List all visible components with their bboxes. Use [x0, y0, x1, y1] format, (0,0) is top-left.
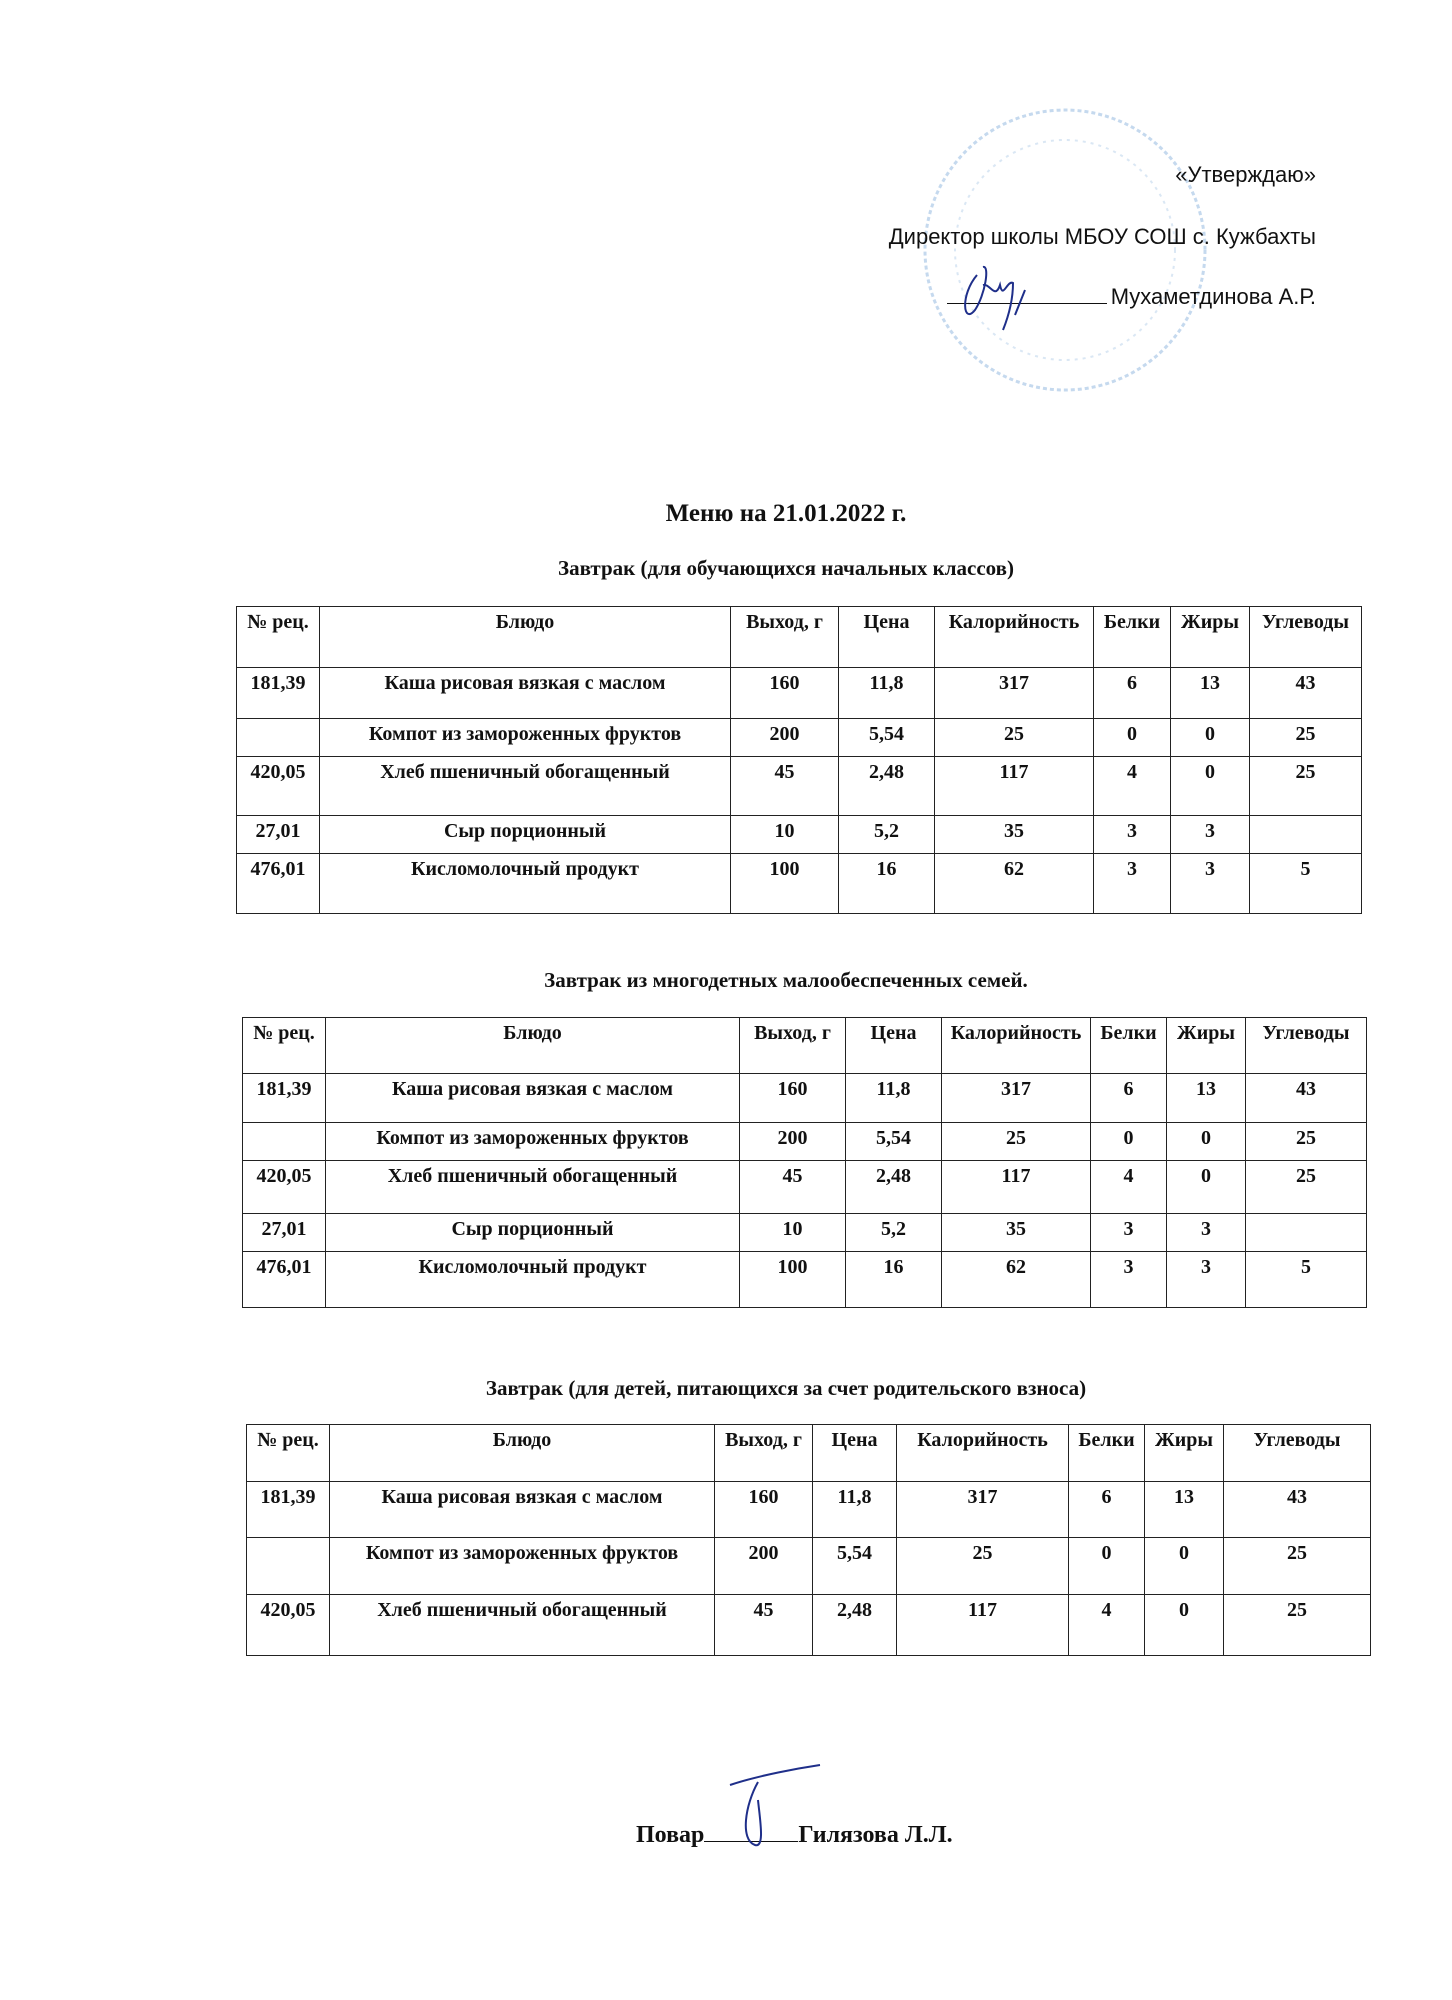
- header-recipe-number: № рец.: [243, 1018, 326, 1074]
- cell-proteins: 4: [1094, 757, 1171, 816]
- cell-yield: 100: [731, 854, 839, 914]
- cell-recipe-number: 476,01: [237, 854, 320, 914]
- header-carbohydrates: Углеводы: [1250, 607, 1362, 668]
- cell-proteins: 0: [1094, 719, 1171, 757]
- cell-price: 5,2: [839, 816, 935, 854]
- cell-proteins: 4: [1091, 1161, 1167, 1214]
- header-recipe-number: № рец.: [237, 607, 320, 668]
- cell-yield: 45: [731, 757, 839, 816]
- cell-carbohydrates: [1246, 1214, 1367, 1252]
- table-caption-2: Завтрак из многодетных малообеспеченных семей.: [544, 968, 1028, 992]
- cell-fats: 3: [1167, 1214, 1246, 1252]
- cell-dish: Хлеб пшеничный обогащенный: [320, 757, 731, 816]
- cell-fats: 0: [1167, 1123, 1246, 1161]
- cell-fats: 0: [1171, 757, 1250, 816]
- header-price: Цена: [846, 1018, 942, 1074]
- header-fats: Жиры: [1171, 607, 1250, 668]
- header-calories: Калорийность: [897, 1425, 1069, 1482]
- header-yield: Выход, г: [715, 1425, 813, 1482]
- director-name: Мухаметдинова А.Р.: [1110, 284, 1316, 309]
- cell-fats: 13: [1145, 1482, 1224, 1538]
- cell-proteins: 6: [1091, 1074, 1167, 1123]
- table-row: [237, 668, 1362, 719]
- table-caption-3: Завтрак (для детей, питающихся за счет родительского взноса): [485, 1376, 1087, 1400]
- header-dish: Блюдо: [326, 1018, 740, 1074]
- table-row: [247, 1538, 1371, 1595]
- cell-fats: 13: [1171, 668, 1250, 719]
- header-yield: Выход, г: [740, 1018, 846, 1074]
- cell-recipe-number: 27,01: [237, 816, 320, 854]
- cell-calories: 117: [935, 757, 1094, 816]
- cell-proteins: 3: [1094, 816, 1171, 854]
- cell-recipe-number: 181,39: [243, 1074, 326, 1123]
- cell-carbohydrates: 25: [1224, 1595, 1371, 1656]
- cell-price: 2,48: [846, 1161, 942, 1214]
- table-row: [237, 816, 1362, 854]
- cell-recipe-number: 420,05: [237, 757, 320, 816]
- table-header-row: [243, 1018, 1367, 1074]
- director-signature: [955, 255, 1055, 335]
- cell-proteins: 3: [1091, 1214, 1167, 1252]
- cell-calories: 35: [935, 816, 1094, 854]
- cell-calories: 25: [942, 1123, 1091, 1161]
- table-row: [247, 1482, 1371, 1538]
- header-dish: Блюдо: [320, 607, 731, 668]
- cell-carbohydrates: 5: [1246, 1252, 1367, 1308]
- header-dish: Блюдо: [330, 1425, 715, 1482]
- cell-yield: 200: [740, 1123, 846, 1161]
- cell-proteins: 4: [1069, 1595, 1145, 1656]
- header-fats: Жиры: [1167, 1018, 1246, 1074]
- cell-carbohydrates: [1250, 816, 1362, 854]
- cell-dish: Компот из замороженных фруктов: [326, 1123, 740, 1161]
- cell-calories: 25: [935, 719, 1094, 757]
- cell-fats: 13: [1167, 1074, 1246, 1123]
- menu-table-parent-paid: [246, 1424, 1371, 1656]
- header-proteins: Белки: [1094, 607, 1171, 668]
- cell-yield: 10: [731, 816, 839, 854]
- cell-dish: Кисломолочный продукт: [320, 854, 731, 914]
- cell-calories: 317: [935, 668, 1094, 719]
- cell-carbohydrates: 43: [1246, 1074, 1367, 1123]
- cell-yield: 100: [740, 1252, 846, 1308]
- cell-price: 11,8: [839, 668, 935, 719]
- header-calories: Калорийность: [935, 607, 1094, 668]
- cell-proteins: 6: [1069, 1482, 1145, 1538]
- cell-recipe-number: [243, 1123, 326, 1161]
- cell-yield: 45: [715, 1595, 813, 1656]
- cell-yield: 160: [715, 1482, 813, 1538]
- cook-name: Гилязова Л.Л.: [798, 1822, 953, 1848]
- cell-carbohydrates: 25: [1224, 1538, 1371, 1595]
- cell-carbohydrates: 25: [1246, 1123, 1367, 1161]
- cell-calories: 62: [935, 854, 1094, 914]
- cell-dish: Сыр порционный: [320, 816, 731, 854]
- cell-recipe-number: 420,05: [247, 1595, 330, 1656]
- cell-price: 11,8: [813, 1482, 897, 1538]
- cell-dish: Каша рисовая вязкая с маслом: [320, 668, 731, 719]
- cell-carbohydrates: 43: [1224, 1482, 1371, 1538]
- cell-price: 5,54: [839, 719, 935, 757]
- cell-calories: 117: [897, 1595, 1069, 1656]
- table-header-row: [237, 607, 1362, 668]
- cell-recipe-number: 27,01: [243, 1214, 326, 1252]
- cell-dish: Каша рисовая вязкая с маслом: [330, 1482, 715, 1538]
- cell-price: 5,54: [846, 1123, 942, 1161]
- table-row: [237, 757, 1362, 816]
- cell-fats: 3: [1171, 854, 1250, 914]
- cell-dish: Каша рисовая вязкая с маслом: [326, 1074, 740, 1123]
- table-caption-1: Завтрак (для обучающихся начальных классов): [557, 556, 1014, 580]
- menu-table-large-families: [242, 1017, 1367, 1308]
- approve-label: «Утверждаю»: [1175, 162, 1316, 187]
- official-stamp: [915, 100, 1215, 400]
- header-proteins: Белки: [1069, 1425, 1145, 1482]
- cell-yield: 200: [731, 719, 839, 757]
- cell-price: 5,2: [846, 1214, 942, 1252]
- cell-fats: 3: [1167, 1252, 1246, 1308]
- cell-fats: 3: [1171, 816, 1250, 854]
- table-row: [247, 1595, 1371, 1656]
- cell-yield: 160: [731, 668, 839, 719]
- cell-recipe-number: [237, 719, 320, 757]
- cell-fats: 0: [1171, 719, 1250, 757]
- menu-table-primary: [236, 606, 1362, 914]
- table-row: [243, 1252, 1367, 1308]
- cook-label: Повар: [636, 1822, 705, 1848]
- cell-fats: 0: [1145, 1595, 1224, 1656]
- cell-price: 2,48: [839, 757, 935, 816]
- header-carbohydrates: Углеводы: [1224, 1425, 1371, 1482]
- cell-fats: 0: [1145, 1538, 1224, 1595]
- cell-fats: 0: [1167, 1161, 1246, 1214]
- cell-proteins: 6: [1094, 668, 1171, 719]
- cell-recipe-number: 181,39: [247, 1482, 330, 1538]
- table-header-row: [247, 1425, 1371, 1482]
- cook-signature: [720, 1760, 830, 1860]
- cell-price: 16: [839, 854, 935, 914]
- cell-carbohydrates: 25: [1246, 1161, 1367, 1214]
- cell-proteins: 3: [1091, 1252, 1167, 1308]
- cell-calories: 117: [942, 1161, 1091, 1214]
- table-row: [243, 1074, 1367, 1123]
- table-row: [237, 854, 1362, 914]
- cell-yield: 45: [740, 1161, 846, 1214]
- cell-yield: 200: [715, 1538, 813, 1595]
- director-position: Директор школы МБОУ СОШ с. Кужбахты: [888, 224, 1316, 249]
- cell-recipe-number: 420,05: [243, 1161, 326, 1214]
- page-title: Меню на 21.01.2022 г.: [665, 500, 907, 527]
- cell-yield: 160: [740, 1074, 846, 1123]
- cell-price: 11,8: [846, 1074, 942, 1123]
- cell-dish: Компот из замороженных фруктов: [320, 719, 731, 757]
- cell-carbohydrates: 5: [1250, 854, 1362, 914]
- cell-calories: 25: [897, 1538, 1069, 1595]
- header-recipe-number: № рец.: [247, 1425, 330, 1482]
- cell-proteins: 3: [1094, 854, 1171, 914]
- cell-calories: 317: [897, 1482, 1069, 1538]
- cell-price: 2,48: [813, 1595, 897, 1656]
- cell-dish: Хлеб пшеничный обогащенный: [326, 1161, 740, 1214]
- header-yield: Выход, г: [731, 607, 839, 668]
- cell-price: 16: [846, 1252, 942, 1308]
- cell-yield: 10: [740, 1214, 846, 1252]
- cell-calories: 317: [942, 1074, 1091, 1123]
- table-row: [237, 719, 1362, 757]
- table-row: [243, 1161, 1367, 1214]
- table-row: [243, 1123, 1367, 1161]
- cell-price: 5,54: [813, 1538, 897, 1595]
- cell-dish: Компот из замороженных фруктов: [330, 1538, 715, 1595]
- cell-carbohydrates: 43: [1250, 668, 1362, 719]
- header-fats: Жиры: [1145, 1425, 1224, 1482]
- header-proteins: Белки: [1091, 1018, 1167, 1074]
- cell-carbohydrates: 25: [1250, 757, 1362, 816]
- header-price: Цена: [813, 1425, 897, 1482]
- header-calories: Калорийность: [942, 1018, 1091, 1074]
- table-row: [243, 1214, 1367, 1252]
- cell-recipe-number: 476,01: [243, 1252, 326, 1308]
- cell-dish: Хлеб пшеничный обогащенный: [330, 1595, 715, 1656]
- cell-calories: 35: [942, 1214, 1091, 1252]
- header-price: Цена: [839, 607, 935, 668]
- header-carbohydrates: Углеводы: [1246, 1018, 1367, 1074]
- cell-proteins: 0: [1069, 1538, 1145, 1595]
- cell-proteins: 0: [1091, 1123, 1167, 1161]
- cell-calories: 62: [942, 1252, 1091, 1308]
- cell-dish: Кисломолочный продукт: [326, 1252, 740, 1308]
- cell-recipe-number: [247, 1538, 330, 1595]
- cell-carbohydrates: 25: [1250, 719, 1362, 757]
- cell-recipe-number: 181,39: [237, 668, 320, 719]
- cell-dish: Сыр порционный: [326, 1214, 740, 1252]
